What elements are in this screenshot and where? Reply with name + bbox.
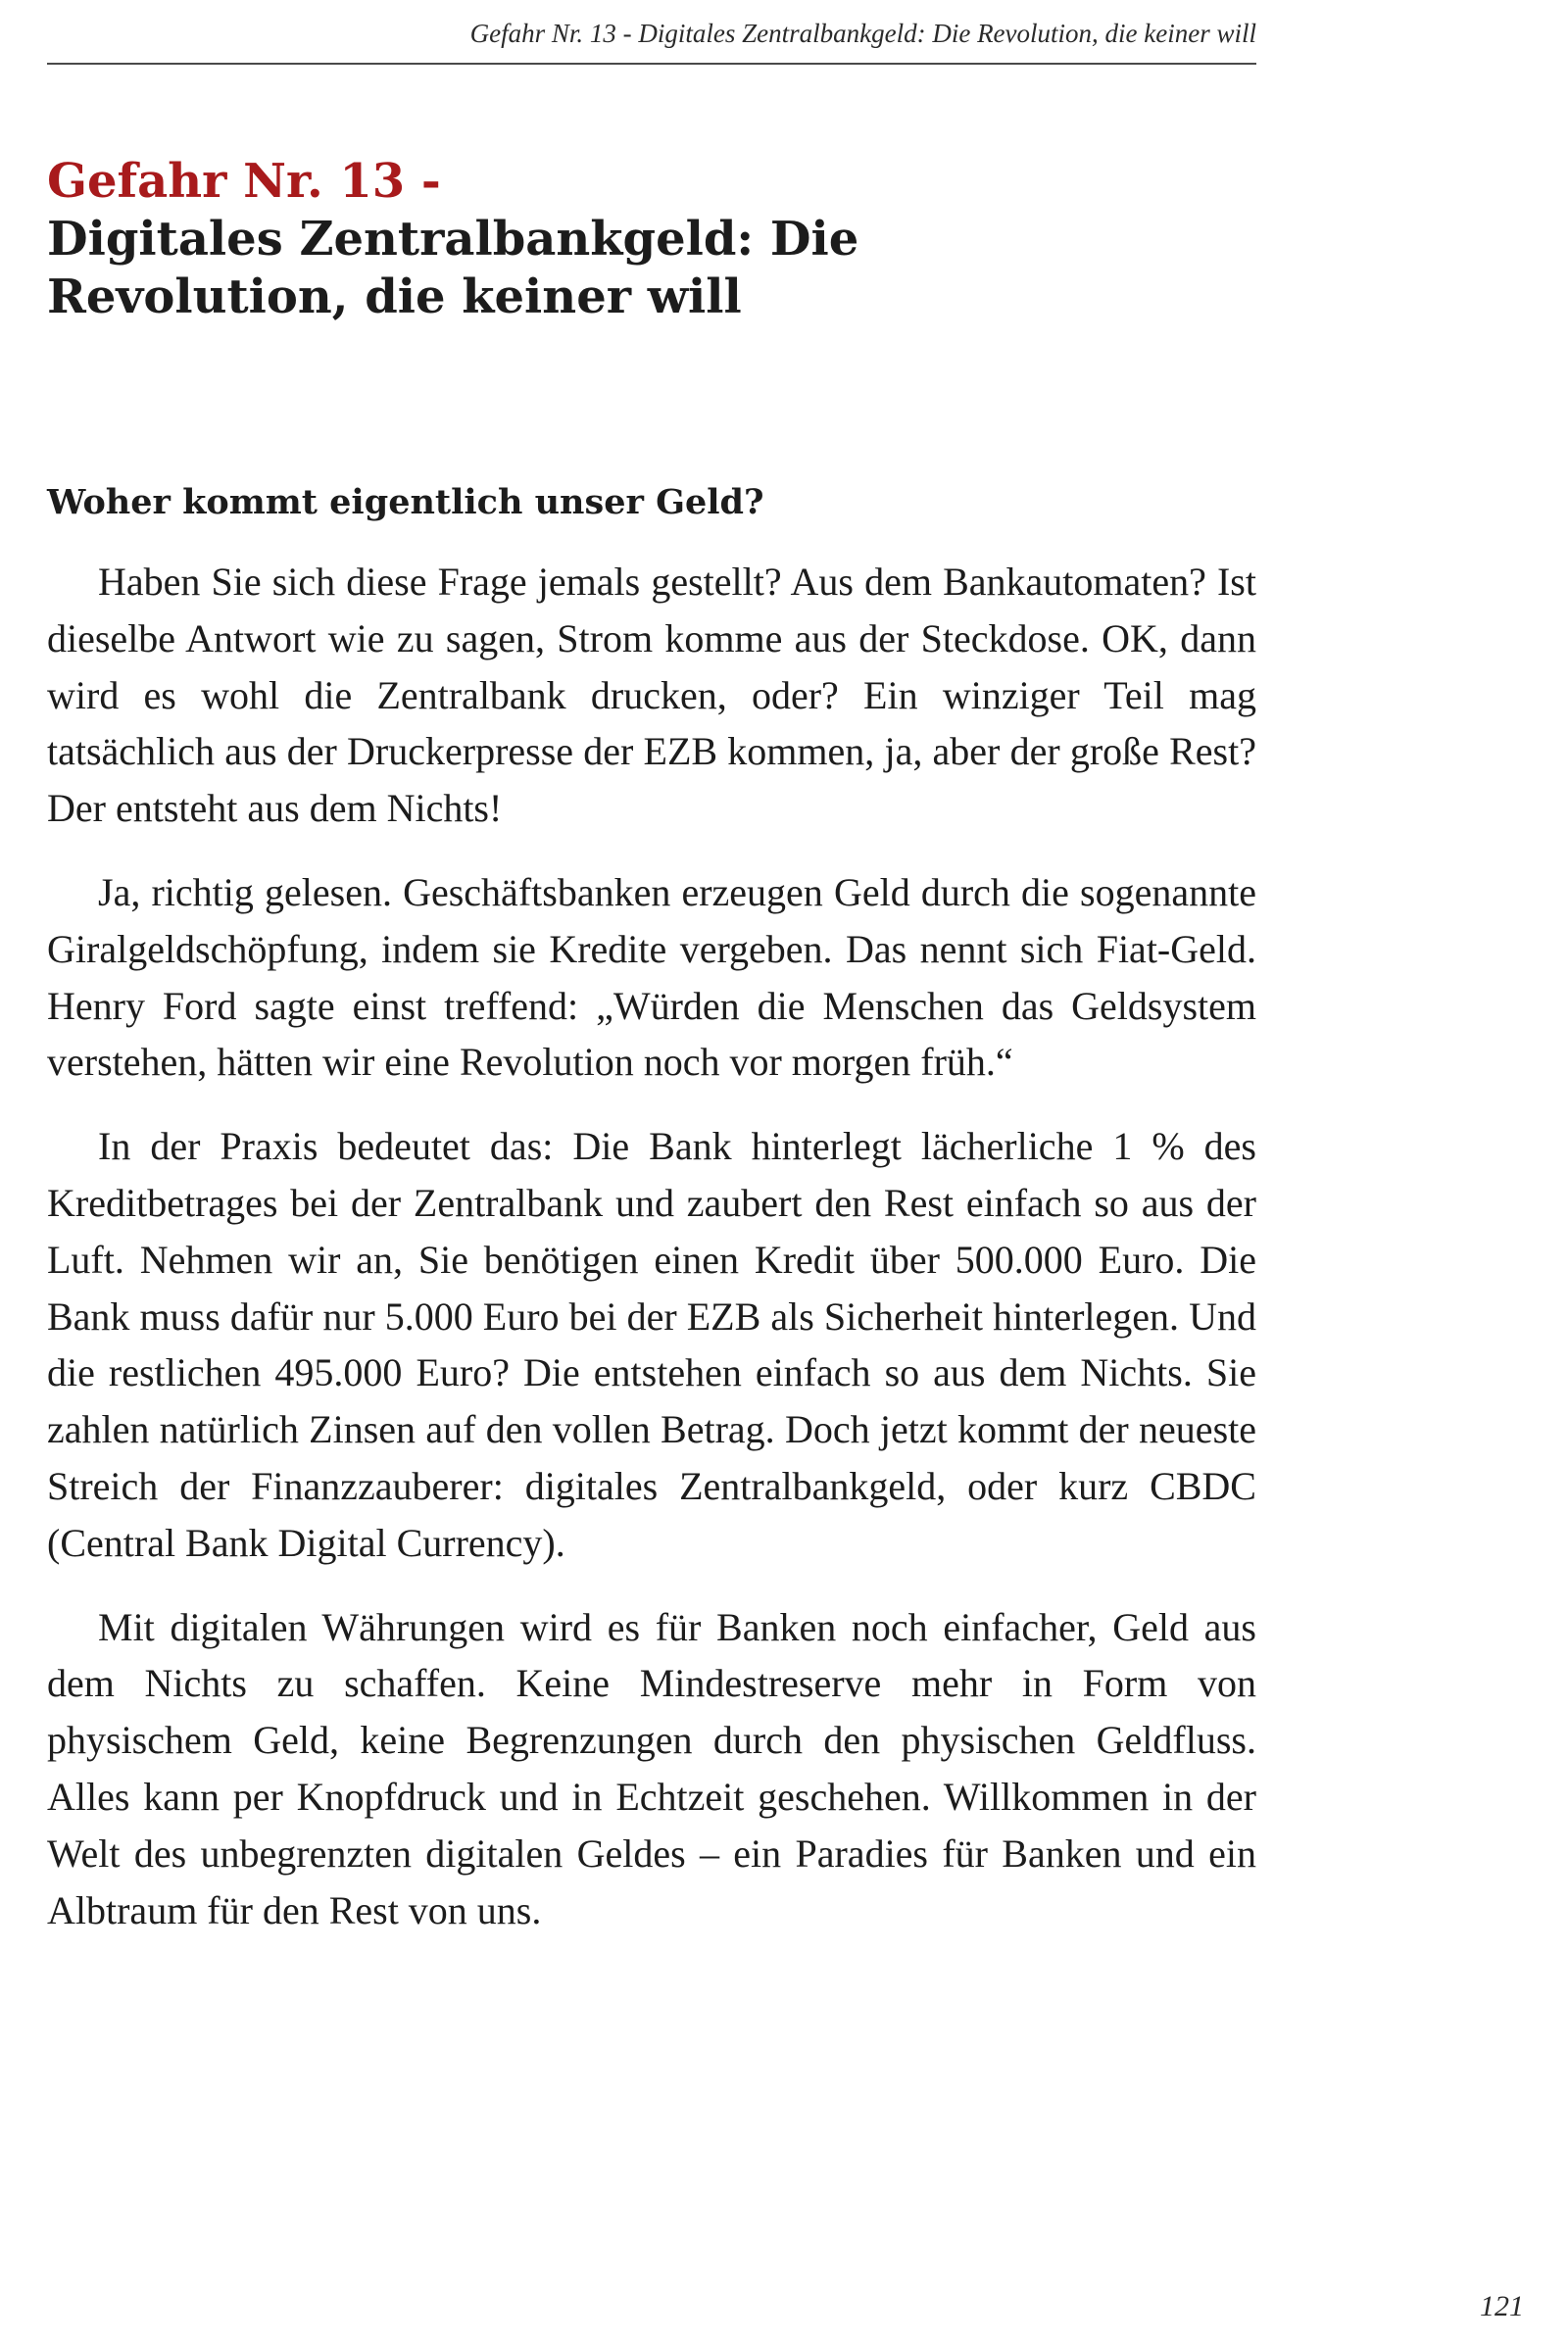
paragraph-3: In der Praxis bedeutet das: Die Bank hinterlegt lächerliche 1 % des Kreditbetrages bei der Zentralbank und zaubert den Rest einfach so aus der Luft. Nehmen wir an, Sie benötigen einen Kredit über 500.000 Euro. Die Bank muss dafür nur 5.000 Euro bei der EZB als Sicherheit hinterlegen. Und die restlichen 495.000 Euro? Die entstehen einfach so aus dem Nichts. Sie zahlen natürlich Zinsen auf den vollen Betrag. Doch jetzt kommt der neueste Streich der Finanzzauberer: digitales Zentralbankgeld, oder kurz CBDC (Central Bank Digital Currency). bbox=[47, 1124, 1256, 1565]
paragraph-1: Haben Sie sich diese Frage jemals gestellt? Aus dem Bankautomaten? Ist dieselbe Antwort wie zu sagen, Strom komme aus der Steckdose. OK, dann wird es wohl die Zentralbank drucken, oder? Ein winziger Teil mag tatsächlich aus der Druckerpresse der EZB kommen, ja, aber der große Rest? Der entsteht aus dem Nichts! bbox=[47, 560, 1256, 831]
section-subheading: Woher kommt eigentlich unser Geld? bbox=[47, 482, 764, 522]
header-rule bbox=[47, 63, 1256, 65]
paragraph-2: Ja, richtig gelesen. Geschäftsbanken erzeugen Geld durch die sogenannte Giralgeldschöpfung, indem sie Kredite vergeben. Das nennt sich Fiat-Geld. Henry Ford sagte einst treffend: „Würden die Menschen das Geldsystem verstehen, hätten wir eine Revolution noch vor morgen früh.“ bbox=[47, 869, 1256, 1085]
page-number: 121 bbox=[1480, 2290, 1524, 2322]
chapter-title-line-3: Revolution, die keiner will bbox=[47, 269, 742, 324]
body-text bbox=[47, 554, 1256, 1966]
paragraph-4: Mit digitalen Währungen wird es für Banken noch einfacher, Geld aus dem Nichts zu schaffen. Keine Mindestreserve mehr in Form von physischem Geld, keine Begrenzungen durch den physischen Geldfluss. Alles kann per Knopfdruck und in Echtzeit geschehen. Willkommen in der Welt des unbegrenzten digitalen Geldes – ein Paradies für Banken und ein Albtraum für den Rest von uns. bbox=[47, 1604, 1256, 1932]
chapter-title-line-2: Digitales Zentralbankgeld: Die bbox=[47, 212, 859, 267]
chapter-title-number: Gefahr Nr. 13 - bbox=[47, 154, 441, 209]
running-head: Gefahr Nr. 13 - Digitales Zentralbankgeld: Die Revolution, die keiner will bbox=[469, 19, 1256, 48]
chapter-title bbox=[47, 153, 1256, 326]
